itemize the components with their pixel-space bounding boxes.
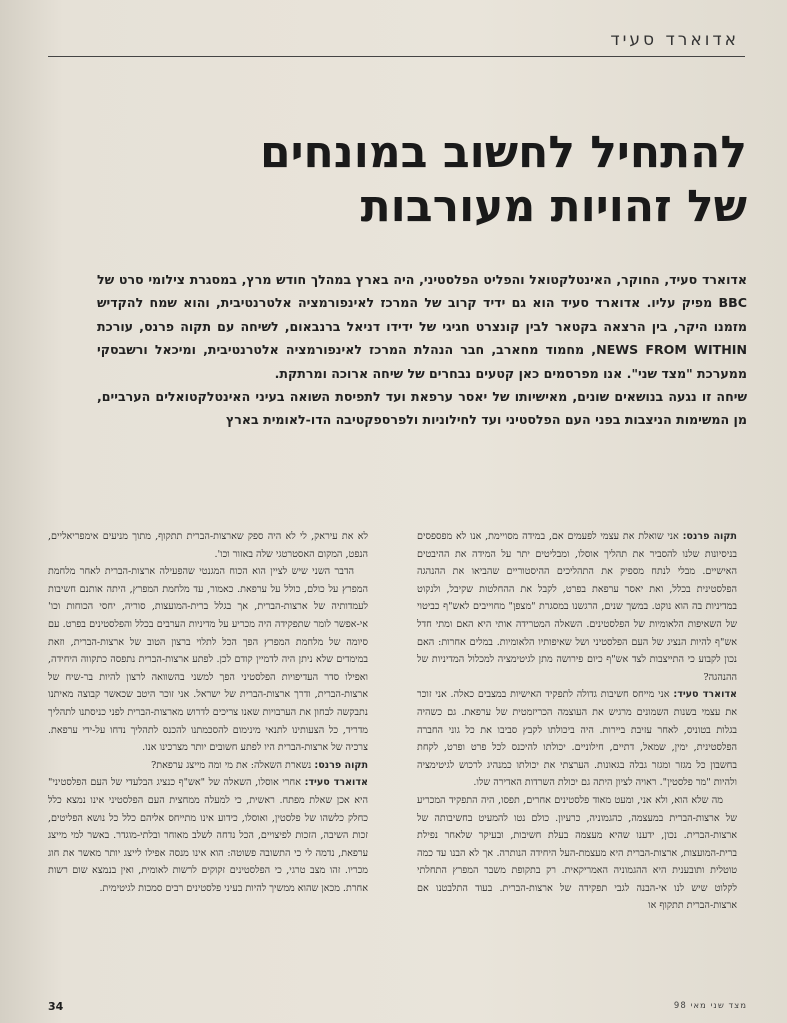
lead-paragraph-2: שיחה זו נגעה בנושאים שונים, מאישיותו של יאסר ערפאת ועד לתפיסת השואה בעיני האינטלקטואלים הערביים, מן המשימות הניצבות בפני העם הפלסטיני ועד לחילוניות ולפרספקטיבה הדו-לאומית בארץ (97, 389, 747, 428)
paragraph (417, 686, 737, 792)
speaker-label: אדוארד סעיד: (673, 689, 737, 701)
paragraph: מה שלא הוא, ולא אני, ומעט מאוד פלסטינים אחרים, תפסו, היה התפקיד המכריע של ארצות-הברית במעצמה, כהגמוניה, כרעיון. כולם נטו להמעיט בחשיבותה של ארצות-הברית. נכון, ידענו שהיא מעצמה בעלת חשיבות, ובעיקר שלאחר נפילת ברית-המועצות, ארצות-הברית היא מעצמת-העל היחידה הנותרה. אך לא הבנו עד כמה טוטלית ותובענית היא ההגמוניה האמריקאית. רק בתקופת משבר המפרץ התחלתי לקלוט שיש לנו אי-הבנה לגבי תפקידה של ארצות-הברית. בעוד התלבטנו אם ארצות-הברית תתקוף או (417, 794, 737, 912)
page-number: 34 (48, 1000, 64, 1013)
article-title (187, 126, 747, 234)
header-rule (48, 56, 745, 57)
paragraph-text: נשארת השאלה: את מי ומה מייצג ערפאת? (151, 759, 312, 771)
paragraph (48, 774, 368, 897)
speaker-label: תקוה פרנס: (682, 531, 737, 542)
paragraph (417, 528, 737, 686)
paragraph (48, 757, 368, 775)
paragraph: הדבר השני שיש לציין הוא הכוח המגנטי שהפעילה ארצות-הברית לאחר מלחמת המפרץ על כולם, כולל על ערפאת. כאמור, עד מלחמת המפרץ, היתה אותנם חשיבות לעמדותיה של ארצות-הברית, אך בגלל ברית-המועצות, סוריה, יחסי הכוחות וכו' אי-אפשר לומר שתפקידה היה מכריע על מדיניות הערבים בכלל והפלסטינים בפרט. עם סיומה של מלחמת המפרץ הפך הכל לתלוי ברצון הטוב של ארצות-הברית, וזאת במימדים שלא ניתן היה לדמיין קודם לכן. לפתע ארצות-הברית נתפסה כתקווה היחידה, ואפילו סדר העדיפויות הפלסטיני הפך למשני בהשוואה לרצון להיות בר-שיח של ארצות-הברית, ודרך ארצות-הברית של ישראל. אני זוכר היטב שכאשר קבוצה מאיתנו נתבקשה לבחון את הערבויות שאנו צריכים לדרוש מארצות-הברית לפני כניסתנו לתהליך מדריד, כל הצעותינו לתנאי מינימום להסכמתנו להכנס לתהליך נדחו על-ידי ערפאת. צרכיה של ארצות-הברית היו לפתע חשובים יותר מצרכינו אנו. (48, 566, 368, 754)
speaker-label: תקוה פרנס: (314, 759, 368, 771)
paragraph-text: אחרי אוסלו, השאלה של "אש"ף כנציג הבלעדי של העם הפלסטיני" היא אכן שאלת מפתח. ראשית, כי למעלה ממחצית העם הפלסטיני אינו נמצא כלל כחלק כלשהו של פלסטין, ואוסלו, כידוע אינו מתייחס אליהם כלל כל נושא הפליטים, זכות השיבה, הזכות לפיצויים, הכל נדחה לשלב מאוחר ובלתי-מוגדר. באשר למי מייצג ערפאת, נדמה לי כי התשובה פשוטה: הוא אינו מנסה אפילו לייצג יותר מאשר את חוג מכריו. זהו מצב טרגי, כי הפלסטינים זקוקים לרשות לאומית, ואין בנמצא שום רשות אחרת. מכאן שהוא ממשיך להיות בעיני פלסטינים רבים סמכות לגיטימית. (48, 777, 368, 894)
magazine-name: מצד שני מאי 98 (673, 1001, 747, 1011)
title-line-2: של זהויות מעורבות (360, 181, 747, 232)
body-column-left (48, 528, 368, 953)
paragraph: לא את עיראק, לי לא היה ספק שארצות-הברית תתקוף, מתוך מניעים אימפריאליים, הנפט, המקום האסטרטגי שלה באזור וכו'. (48, 531, 368, 560)
paragraph-text: אני שואלת את עצמי לפעמים אם, במידה מסויימת, אנו לא מפספסים בניסיונות שלנו להסביר את תהליך אוסלו, ומבליטים יתר על המידה את ההיבטים האישיים. מבלי לנתח מספיק את התהליכים ההיסטוריים שהביאו את ההנהגה הפלסטינית בכלל, ואת יאסר ערפאת בפרט, לקבל את ההחלטות שקיבל, ולנקוט במדיניות בה הוא נוקט. במשך שנים, הרגשנו במסגרת "מצפן" מחוייבים לאש"ף כביטוי של השאיפות הלאומיות של הפלסטינים. השאלה המטרידה אותי היא האם ומתי חדל אש"ף להיות הנציג של העם הפלסטיני ושל שאיפותיו הלאומיות. במלים אחרות: האם נכון לקבוע כי התייצבות לצד אש"ף כיום פירושה מתן לגיטימציה למכלול המדיניות של ההנהגה? (417, 531, 737, 683)
lead-paragraph-1: אדוארד סעיד, החוקר, האינטלקטואל והפליט הפלסטיני, היה בארץ במהלך חודש מרץ, במסגרת צילומי סרט של BBC מפיק עליו. אדוארד סעיד הוא גם ידיד קרוב של המרכז לאינפורמציה אלטרנטיבית, והוא שמח להקדיש מזמנו היקר, בין הרצאה בקטאר לבין קונצרט חגיגי של ידידו דניאל ברנבאום, לשיחה עם תקוה פרנס, עורכת NEWS FROM WITHIN, מחמוד מחארב, חבר הנהלת המרכז לאינפורמציה אלטרנטיבית, ומיכאל ורשבסקי ממערכת "מצד שני". אנו מפרסמים כאן קטעים נבחרים של שיחה ארוכה ומרתקת. (97, 272, 747, 381)
running-head-author: אדוארד סעיד (610, 30, 739, 50)
paragraph-text: אני מייחס חשיבות גדולה לתפקיד האישיות במצבים כאלה. אני זוכר את עצמי בשנות השמונים מרגיש את העוצמה הכריזמטית של ערפאת. גם כשהיה בגלות בטוניס, לאחר עזיבת ביירות. היה ביכולתו לקבץ סביבו את כל גוני החברה הפלסטינית, ימין, שמאל, דתיים, חילוניים. יכולתו להיכנס לכל פרט ופרט, לקחת בחשבון כל מגזר ומגזר גבלה בגאונות. הערצתי את יכולתו כמנהיג לרכוש לגיטימציה ולהיות "מר פלסטין". ראויה לציון היתה גם יכולת השרדות האדירה שלו. (417, 689, 737, 789)
body-column-right (417, 528, 737, 953)
speaker-label: אדוארד סעיד: (304, 777, 368, 789)
article-lead (97, 268, 747, 432)
title-line-1: להתחיל לחשוב במונחים (259, 127, 747, 178)
